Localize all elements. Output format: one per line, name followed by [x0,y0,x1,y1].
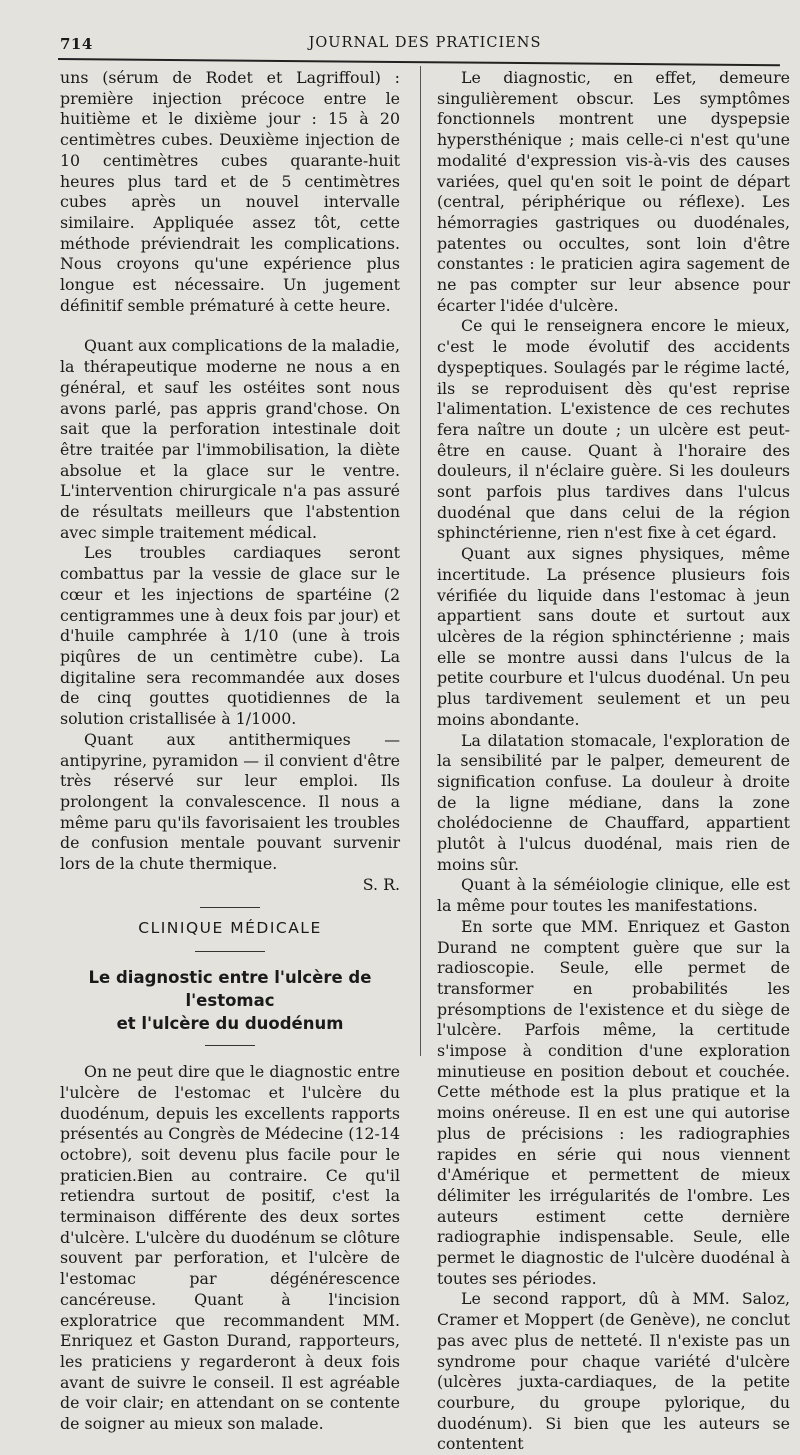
paragraph: La dilatation stomacale, l'exploration de la sensibilité par le palper, demeurent de signification confuse. La douleur à droite de la ligne médiane, dans la zone cholédocienne de Chauffard, appartient plutôt à l'ulcus duodénal, mais rien de moins sûr. [437,730,790,874]
paragraph: Quant aux antithermiques — antipyrine, pyramidon — il convient d'être très réservé sur leur emploi. Ils prolongent la convalescence. Il nous a même paru qu'ils favorisaient les troubles de confusion mentale pouvant survenir lors de la chute thermique. [60,729,400,874]
page-number: 714 [60,35,93,53]
paragraph: Les troubles cardiaques seront combattus par la vessie de glace sur le cœur et les injections de spartéine (2 centigrammes une à deux fois par jour) et d'huile camphrée à 1/10 (une à trois piqûres de un centimètre cube). La digitaline sera recommandée aux doses de cinq gouttes quotidiennes de la solution cristallisée à 1/1000. [60,543,400,729]
section-heading: CLINIQUE MÉDICALE [138,919,322,938]
paragraph: Quant aux complications de la maladie, la thérapeutique moderne ne nous a en général, et sauf les ostéites sont nous avons parlé, pas appris grand'chose. On sait que la perforation intestinale doit être traitée par l'immobilisation, la diète absolue et la glace sur le ventre. L'intervention chirurgicale n'a pas assuré de résultats meilleurs que l'abstention avec simple traitement médical. [60,336,401,542]
journal-title: JOURNAL DES PRATICIENS [308,35,542,51]
signature: S. R. [362,874,400,894]
paragraph: Ce qui le renseignera encore le mieux, c'est le mode évolutif des accidents dyspeptiques. Soulagés par le régime lacté, ils se reproduisent dès qu'est reprise l'alimentation. L'existence de ces rechutes fera naître un doute ; un ulcère est peut-être en cause. Quant à l'horaire des douleurs, il n'éclaire guère. Si les douleurs sont parfois plus tardives dans l'ulcus duodénal que dans celui de la région sphinctérienne, rien n'est fixe à cet égard. [437,316,790,543]
paragraph: Le second rapport, dû à MM. Saloz, Cramer et Moppert (de Genève), ne conclut pas avec plus de netteté. Il n'existe pas un syndrome pour chaque variété d'ulcère (ulcères juxta-cardiaques, de la petite courbure, du groupe pylorique, du duodénum). Si bien que les auteurs se contentent [437,1289,790,1454]
right-column [437,68,790,1455]
paragraph: Quant à la séméiologie clinique, elle est la même pour toutes les manifestations. [437,875,790,916]
paragraph: On ne peut dire que le diagnostic entre l'ulcère de l'estomac et l'ulcère du duodénum, depuis les excellents rapports présentés au Congrès de Médecine (12-14 octobre), soit devenu plus facile pour le praticien.Bien au contraire. Ce qu'il retiendra surtout de positif, c'est la terminaison différente des deux sortes d'ulcère. L'ulcère du duodénum se clôture souvent par perforation, et l'ulcère de l'estomac par dégénérescence cancéreuse. Quant à l'incision exploratrice que recommandent MM. Enriquez et Gaston Durand, rapporteurs, les praticiens y regarderont à deux fois avant de suivre le conseil. Il est agréable de voir clair; en attendant on se contente de soigner au mieux son malade. [60,1062,400,1434]
page-header [60,33,790,55]
paragraph: uns (sérum de Rodet et Lagriffoul) : première injection précoce entre le huitième et le dixième jour : 15 à 20 centimètres cubes. Deuxième injection de 10 centimètres cubes quarante-huit heures plus tard et de 5 centimètres cubes après un nouvel intervalle similaire. Appliquée assez tôt, cette méthode préviendrait les complications. Nous croyons qu'une expérience plus longue est nécessaire. Un jugement définitif semble prématuré à cette heure. [60,68,400,315]
article-title-line: Le diagnostic entre l'ulcère de l'estomac [88,968,372,1011]
paragraph: En sorte que MM. Enriquez et Gaston Durand ne comptent guère que sur la radioscopie. Seule, elle permet de transformer en probabilités les présomptions de l'existence et du siège de l'ulcère. Parfois même, la certitude s'impose à condition d'une exploration minutieuse en position debout et couchée. Cette méthode est la plus pratique et la moins onéreuse. Il en est une qui autorise plus de précisions : les radiographies rapides en série qui nous viennent d'Amérique et permettent de mieux délimiter les irrégularités de l'ombre. Les auteurs estiment cette dernière radiographie indispensable. Seule, elle permet le diagnostic de l'ulcère duodénal à toutes ses périodes. [437,916,790,1288]
divider [200,907,260,908]
paragraph: Quant aux signes physiques, même incertitude. La présence plusieurs fois vérifiée du liquide dans l'estomac à jeun appartient sans doute et surtout aux ulcères de la région sphinctérienne ; mais elle se montre aussi dans l'ulcus de la petite courbure et l'ulcus duodénal. Un peu plus tardivement seulement et un peu moins abondante. [437,544,790,729]
left-column [60,68,400,1435]
signature-line [60,875,400,896]
article-title [60,966,400,1035]
column-divider [420,66,421,1056]
divider [205,1045,255,1046]
article-title-line: et l'ulcère du duodénum [116,1014,344,1034]
paragraph: Le diagnostic, en effet, demeure singulièrement obscur. Les symptômes fonctionnels montrent une dyspepsie hypersthénique ; mais celle-ci n'est qu'une modalité d'expression vis-à-vis des causes variées, quel qu'en soit le point de départ (central, périphérique ou réflexe). Les hémorragies gastriques ou duodénales, patentes ou occultes, sont loin d'être constantes : le praticien agira sagement de ne pas compter sur leur absence pour écarter l'idée d'ulcère. [437,68,790,315]
divider [195,951,265,952]
header-rule [58,58,780,66]
